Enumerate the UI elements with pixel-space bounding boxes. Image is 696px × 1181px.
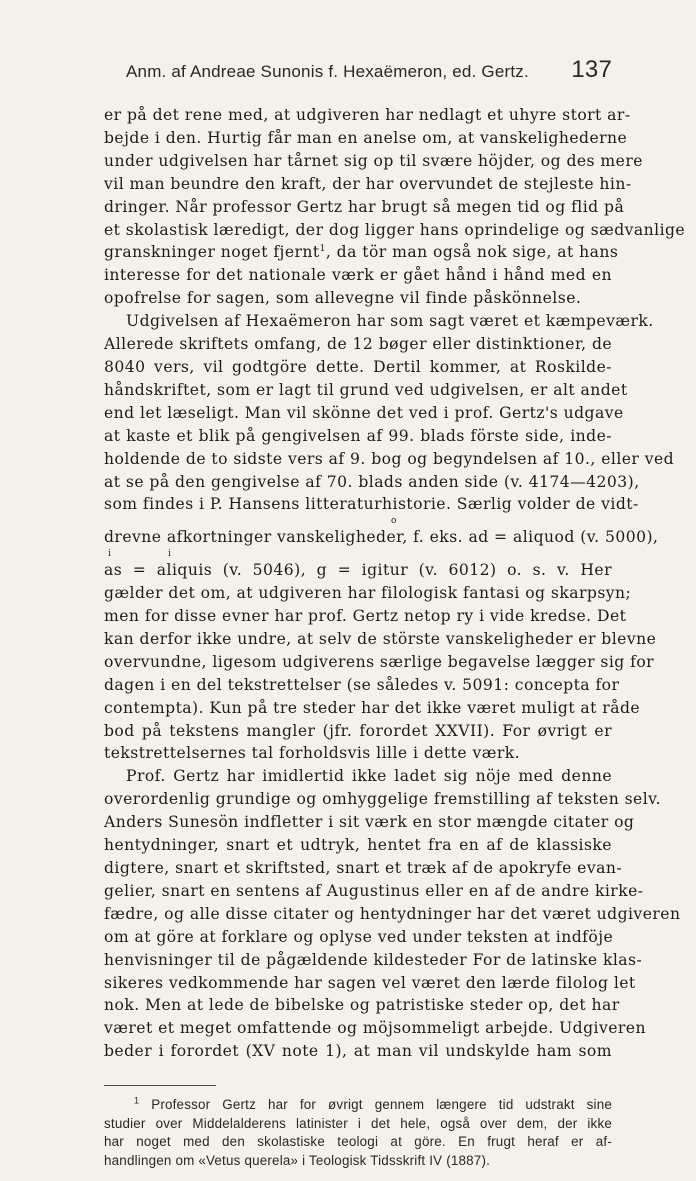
text-line: Anders Sunesön indfletter i sit værk en stor mængde citater og [104, 813, 635, 832]
text-line: været et meget omfattende og möjsommeligt arbejde. Udgiveren [104, 1019, 646, 1038]
footnote-marker: 1 [134, 1095, 140, 1106]
footnote-divider [104, 1085, 216, 1086]
text-line: vil man beundre den kraft, der har overvundet de stejleste hin- [104, 174, 632, 193]
text-line: end let læseligt. Man vil skönne det ved i prof. Gertz's udgave [104, 403, 624, 422]
text-line: bod på tekstens mangler (jfr. forordet XXVII). For øvrigt er [104, 721, 612, 740]
text-line: overvundne, ligesom udgiverens særlige begavelse lægger sig for [104, 652, 655, 671]
text-line: bejde i den. Hurtig får man en anelse om, at vanskelighederne [104, 128, 628, 147]
text-line: er på det rene med, at udgiveren har nedlagt et uhyre stort ar- [104, 106, 631, 124]
text-fragment: granskninger noget fjernt [104, 243, 320, 262]
abbreviation-mark: i i [108, 549, 171, 560]
footnote-line: handlingen om «Vetus querela» i Teologisk Tidsskrift IV (1887). [104, 1152, 491, 1168]
text-line: kan derfor ikke undre, at selv de störste vanskeligheder er blevne [104, 629, 657, 648]
text-line: om at göre at forklare og oplyse ved under teksten at indföje [104, 927, 614, 946]
footnote [104, 1096, 612, 1170]
text-line: at kaste et blik på gengivelsen af 99. blads förste side, inde- [104, 426, 612, 445]
text-line: interesse for det nationale værk er gået hånd i hånd med en [104, 266, 612, 285]
text-line: 8040 vers, vil godtgöre dette. Dertil kommer, at Roskilde- [104, 357, 612, 376]
footnote-line: har noget med den skolastiske teologi at göre. En frugt heraf er af- [104, 1134, 612, 1150]
abbreviation-mark-line [104, 549, 612, 559]
footnote-line: studier over Middelalderens latinister i det hele, også over dem, der ikke [104, 1115, 612, 1131]
text-line: overordenlig grundige og omhyggelige fremstilling af teksten selv. [104, 790, 661, 809]
text-line: dagen i en del tekstrettelser (se således v. 5091: concepta for [104, 675, 620, 694]
text-fragment: Professor Gertz har for øvrigt gennem længere tid udstrakt sine [151, 1097, 612, 1113]
text-line: beder i forordet (XV note 1), at man vil undskylde ham som [104, 1042, 612, 1061]
abbreviation-mark: o [391, 516, 397, 527]
text-line: gælder det om, at udgiveren har filologisk fantasi og skarpsyn; [104, 584, 632, 603]
text-line: som findes i P. Hansens litteraturhistorie. Særlig volder de vidt- [104, 495, 639, 514]
paragraph-start-line: Udgivelsen af Hexaëmeron har som sagt været et kæmpeværk. [126, 312, 654, 331]
text-line: opofrelse for sagen, som allevegne vil finde påskönnelse. [104, 289, 582, 308]
paragraph-start-line: Prof. Gertz har imidlertid ikke ladet sig nöje med denne [126, 767, 612, 786]
text-line: under udgivelsen har tårnet sig op til svære höjder, og des mere [104, 151, 643, 170]
page-header [104, 56, 612, 90]
text-line: nok. Men at lede de bibelske og patristiske steder op, det har [104, 996, 620, 1015]
text-line: henvisninger til de pågældende kildesteder For de latinske klas- [104, 950, 643, 969]
text-line: men for disse evner har prof. Gertz netop ry i vide kredse. Det [104, 607, 627, 626]
text-line: Allerede skriftets omfang, de 12 bøger eller distinktioner, de [104, 335, 613, 354]
page-number: 137 [571, 56, 612, 83]
text-line: dringer. Når professor Gertz har brugt så megen tid og flid på [104, 197, 625, 216]
text-line: contempta). Kun på tre steder har det ikke været muligt at råde [104, 698, 641, 717]
text-line: et skolastisk læredigt, der dog ligger hans oprindelige og sædvanlige [104, 220, 686, 239]
text-line: digtere, snart et skriftsted, snart et træk af de apokryfe evan- [104, 859, 623, 877]
body-text [104, 104, 686, 1063]
text-line: drevne afkortninger vanskeligheder, f. eks. ad = aliquod (v. 5000), [104, 528, 659, 547]
text-line: at se på den gengivelse af 70. blads anden side (v. 4174—4203), [104, 472, 640, 491]
footnote-line [104, 1096, 612, 1115]
text-line: holdende de to sidste vers af 9. bog og begyndelsen af 10., eller ved [104, 449, 675, 468]
text-line: as = aliquis (v. 5046), g = igitur (v. 6012) o. s. v. Her [104, 561, 612, 580]
abbreviation-mark-line [104, 516, 612, 526]
text-line [104, 241, 619, 264]
text-line: håndskriftet, som er lagt til grund ved udgivelsen, er alt andet [104, 380, 628, 399]
text-line: fædre, og alle disse citater og hentydninger har det været udgiveren [104, 904, 681, 923]
text-line: gelier, snart en sentens af Augustinus eller en af de andre kirke- [104, 881, 644, 900]
text-line: sikeres vedkommende har sagen vel været den lærde filolog let [104, 973, 636, 992]
text-fragment: , da tör man også nok sige, at hans [325, 243, 619, 262]
running-title: Anm. af Andreae Sunonis f. Hexaëmeron, ed. Gertz. [126, 62, 529, 81]
text-line: hentydninger, snart et udtryk, hentet fra en af de klassiske [104, 836, 612, 855]
footnote-reference: 1 [319, 244, 326, 255]
text-line: tekstrettelsernes tal forholdsvis lille i dette værk. [104, 744, 521, 763]
book-page [104, 56, 686, 1171]
